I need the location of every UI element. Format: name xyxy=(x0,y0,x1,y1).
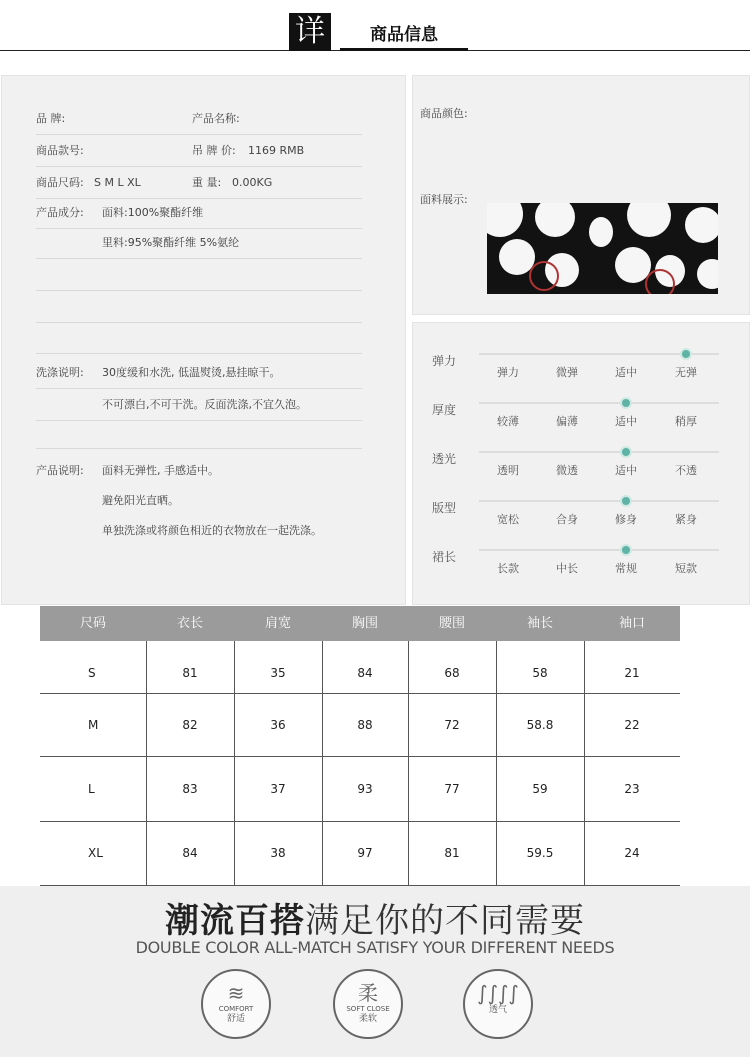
attr-scale-track xyxy=(479,549,719,551)
attr-option: 中长 xyxy=(556,562,578,575)
size-label: 商品尺码: xyxy=(36,176,84,189)
desc-label: 产品说明: xyxy=(36,464,84,477)
attr-option: 稍厚 xyxy=(675,415,697,428)
divider xyxy=(36,352,362,354)
shell-fabric: 面料:100%聚酯纤维 xyxy=(102,206,204,219)
composition-label: 产品成分: xyxy=(36,206,84,219)
style-no-label: 商品款号: xyxy=(36,144,84,157)
attr-option: 无弹 xyxy=(675,366,697,379)
tag-price-value: 1169 RMB xyxy=(248,144,305,157)
soft-icon: 柔 xyxy=(358,981,378,1005)
brand-label: 品 牌: xyxy=(36,112,66,125)
embroidered-badge-icon xyxy=(529,261,559,291)
attr-selected-marker xyxy=(622,497,630,505)
measure-cell: 22 xyxy=(624,717,640,732)
attr-option: 短款 xyxy=(675,562,697,575)
fabric-swatch-image xyxy=(487,203,718,294)
measure-cell: 36 xyxy=(270,717,286,732)
size-values: S M L XL xyxy=(94,176,141,189)
comfort-wave-icon: ≋ xyxy=(227,981,245,1005)
attr-option: 合身 xyxy=(556,513,578,526)
soft-en: SOFT CLOSE xyxy=(346,1005,390,1013)
attr-option: 弹力 xyxy=(497,366,519,379)
breathable-badge xyxy=(463,969,533,1039)
measure-cell: 97 xyxy=(357,846,373,860)
attr-selected-marker xyxy=(622,546,630,554)
attr-option: 长款 xyxy=(497,562,519,575)
size-cell: S xyxy=(88,666,96,680)
weight-value: 0.00KG xyxy=(232,176,273,189)
attr-label: 透光 xyxy=(432,452,457,466)
measure-cell: 68 xyxy=(444,666,460,680)
attr-option: 修身 xyxy=(615,513,637,526)
attr-label: 弹力 xyxy=(432,354,457,368)
measure-cell: 58 xyxy=(532,666,548,680)
measure-cell: 24 xyxy=(624,846,640,860)
measure-cell: 37 xyxy=(270,781,286,796)
measure-cell: 93 xyxy=(357,781,373,796)
measure-cell: 35 xyxy=(270,666,286,680)
measure-cell: 84 xyxy=(182,846,198,860)
breathable-cn: 透气 xyxy=(488,1005,507,1015)
attr-scale-track xyxy=(479,500,719,502)
soft-badge xyxy=(333,969,403,1039)
attr-option: 宽松 xyxy=(497,513,519,526)
section-title: 商品信息 xyxy=(340,20,468,51)
desc-line-2: 避免阳光直晒。 xyxy=(102,494,179,507)
attr-label: 版型 xyxy=(432,501,457,515)
attr-option: 微弹 xyxy=(556,366,578,379)
th-chest: 胸围 xyxy=(351,616,378,631)
measure-cell: 81 xyxy=(444,846,460,860)
attr-selected-marker xyxy=(622,448,630,456)
divider xyxy=(36,289,362,291)
th-cuff: 袖口 xyxy=(618,616,645,631)
attr-label: 厚度 xyxy=(432,403,457,417)
measure-cell: 84 xyxy=(357,666,373,680)
info-row-wash xyxy=(36,357,362,389)
info-row-wash-2 xyxy=(36,389,362,421)
attr-selected-marker xyxy=(622,399,630,407)
attr-label: 裙长 xyxy=(432,550,457,564)
desc-line-3: 单独洗涤或将颜色相近的衣物放在一起洗涤。 xyxy=(102,524,322,537)
measure-cell: 81 xyxy=(182,666,198,680)
breathable-icon: ∫∫∫∫ xyxy=(477,981,519,1005)
attr-scale-track xyxy=(479,451,719,453)
soft-cn: 柔软 xyxy=(358,1014,377,1024)
size-cell: M xyxy=(88,717,99,732)
slogan xyxy=(0,893,750,942)
wash-label: 洗涤说明: xyxy=(36,366,84,379)
th-shoulder: 肩宽 xyxy=(264,616,291,631)
weight-label: 重 量: xyxy=(192,176,222,189)
measure-cell: 58.8 xyxy=(526,717,554,732)
divider xyxy=(36,321,362,323)
measure-cell: 88 xyxy=(357,717,373,732)
measure-cell: 38 xyxy=(270,846,286,860)
info-row-lining xyxy=(36,227,362,259)
attr-option: 透明 xyxy=(497,464,519,477)
comfort-en: COMFORT xyxy=(218,1005,254,1013)
attr-scale-track xyxy=(479,402,719,404)
embroidered-badge-icon xyxy=(645,269,675,294)
wash-line-1: 30度缓和水洗, 低温熨烫,悬挂晾干。 xyxy=(102,366,281,379)
measure-cell: 72 xyxy=(444,717,460,732)
attr-option: 适中 xyxy=(615,366,637,379)
lining-fabric: 里料:95%聚酯纤维 5%氨纶 xyxy=(102,236,240,249)
slogan-english: DOUBLE COLOR ALL-MATCH SATISFY YOUR DIFFERENT NEEDS xyxy=(135,938,615,957)
th-waist: 腰围 xyxy=(438,616,465,631)
measure-cell: 21 xyxy=(624,666,640,680)
detail-glyph-box: 详 xyxy=(289,13,331,51)
divider xyxy=(36,447,362,449)
color-label: 商品颜色: xyxy=(420,107,468,120)
slogan-bold: 潮流百搭 xyxy=(165,901,305,941)
attr-option: 不透 xyxy=(675,464,697,477)
product-name-label: 产品名称: xyxy=(192,112,240,125)
info-row-style xyxy=(36,135,362,167)
attr-option: 微透 xyxy=(556,464,578,477)
measure-cell: 59 xyxy=(532,781,548,796)
measure-cell: 59.5 xyxy=(526,846,554,860)
tag-price-label: 吊 牌 价: xyxy=(192,144,236,157)
comfort-cn: 舒适 xyxy=(226,1014,245,1024)
wash-line-2: 不可漂白,不可干洗。反面洗涤,不宜久泡。 xyxy=(102,398,307,411)
measure-cell: 77 xyxy=(444,781,460,796)
measure-cell: 23 xyxy=(624,781,640,796)
th-sleeve: 袖长 xyxy=(526,616,553,631)
measure-cell: 83 xyxy=(182,781,198,796)
size-table-header xyxy=(40,606,680,641)
info-row-brand xyxy=(36,103,362,135)
attr-option: 偏薄 xyxy=(556,415,578,428)
measure-cell: 82 xyxy=(182,717,198,732)
size-cell: XL xyxy=(88,846,103,860)
th-size: 尺码 xyxy=(79,616,106,631)
size-cell: L xyxy=(88,781,95,796)
comfort-badge xyxy=(201,969,271,1039)
attr-option: 紧身 xyxy=(675,513,697,526)
desc-line-1: 面料无弹性, 手感适中。 xyxy=(102,464,219,477)
slogan-rest: 满足你的不同需要 xyxy=(305,901,585,941)
attr-option: 适中 xyxy=(615,415,637,428)
info-row-size xyxy=(36,167,362,199)
info-row-composition xyxy=(36,197,362,229)
attr-selected-marker xyxy=(682,350,690,358)
attr-option: 常规 xyxy=(615,562,637,575)
attr-option: 较薄 xyxy=(497,415,519,428)
attr-option: 适中 xyxy=(615,464,637,477)
th-length: 衣长 xyxy=(176,616,203,631)
fabric-label: 面料展示: xyxy=(420,193,468,206)
